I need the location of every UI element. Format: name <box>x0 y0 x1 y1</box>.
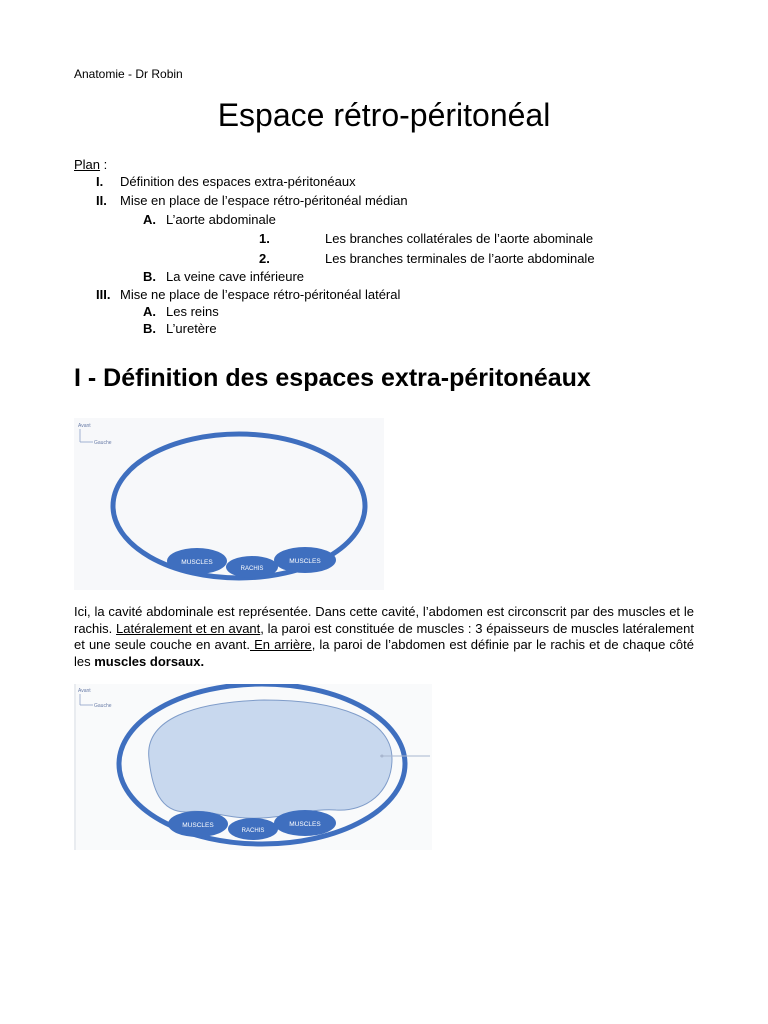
plan-item-3b: B. L’uretère <box>143 321 217 336</box>
plan-colon: : <box>100 157 108 172</box>
muscles-left-label: MUSCLES <box>182 822 214 829</box>
plan-item-2a: A. L’aorte abdominale <box>143 212 276 227</box>
rachis-label: RACHIS <box>241 828 265 834</box>
document-title: Espace rétro-péritonéal <box>217 97 551 133</box>
plan-item-1: I. Définition des espaces extra-péritonéaux <box>96 174 356 189</box>
muscles-left-label: MUSCLES <box>181 559 213 566</box>
pointer-line <box>380 752 432 760</box>
abdominal-cavity-diagram <box>74 418 384 590</box>
plan-heading <box>74 156 107 174</box>
abdominal-contents-shape <box>149 700 392 818</box>
muscles-right-label: MUSCLES <box>289 558 321 565</box>
rachis-label: RACHIS <box>240 566 264 572</box>
plan-item-3a: A. Les reins <box>143 304 219 319</box>
plan-item-3: III. Mise ne place de l’espace rétro-péritonéal latéral <box>96 287 401 302</box>
plan-item-2a2: 2. Les branches terminales de l’aorte abdominale <box>259 251 595 266</box>
body-paragraph: Ici, la cavité abdominale est représentée. Dans cette cavité, l’abdomen est circonscrit par des muscles et le rachis. Latéralement et en avant, la paroi est constituée de muscles : 3 épaisseurs de muscles latéralement et une seule couche en avant. En arrière, la paroi de l’abdomen est définie par le rachis et de chaque côté les muscles dorsaux. <box>74 604 695 669</box>
orientation-top-label: Avant <box>78 423 91 429</box>
plan-item-2b: B. La veine cave inférieure <box>143 269 305 284</box>
plan-item-2: II. Mise en place de l’espace rétro-péritonéal médian <box>96 193 408 208</box>
muscles-right-label: MUSCLES <box>289 821 321 828</box>
header-course: Anatomie - Dr Robin <box>74 67 183 81</box>
section-heading-1: I - Définition des espaces extra-péritonéaux <box>74 364 591 392</box>
plan-label: Plan <box>74 157 101 172</box>
plan-item-2a1: 1. Les branches collatérales de l’aorte abominale <box>259 231 594 246</box>
abdominal-cavity-filled-diagram <box>74 684 432 850</box>
pointer-line-dot <box>381 755 384 758</box>
orientation-side-label: Gauche <box>94 440 112 446</box>
orientation-top-label: Avant <box>78 688 91 694</box>
orientation-side-label: Gauche <box>94 703 112 709</box>
